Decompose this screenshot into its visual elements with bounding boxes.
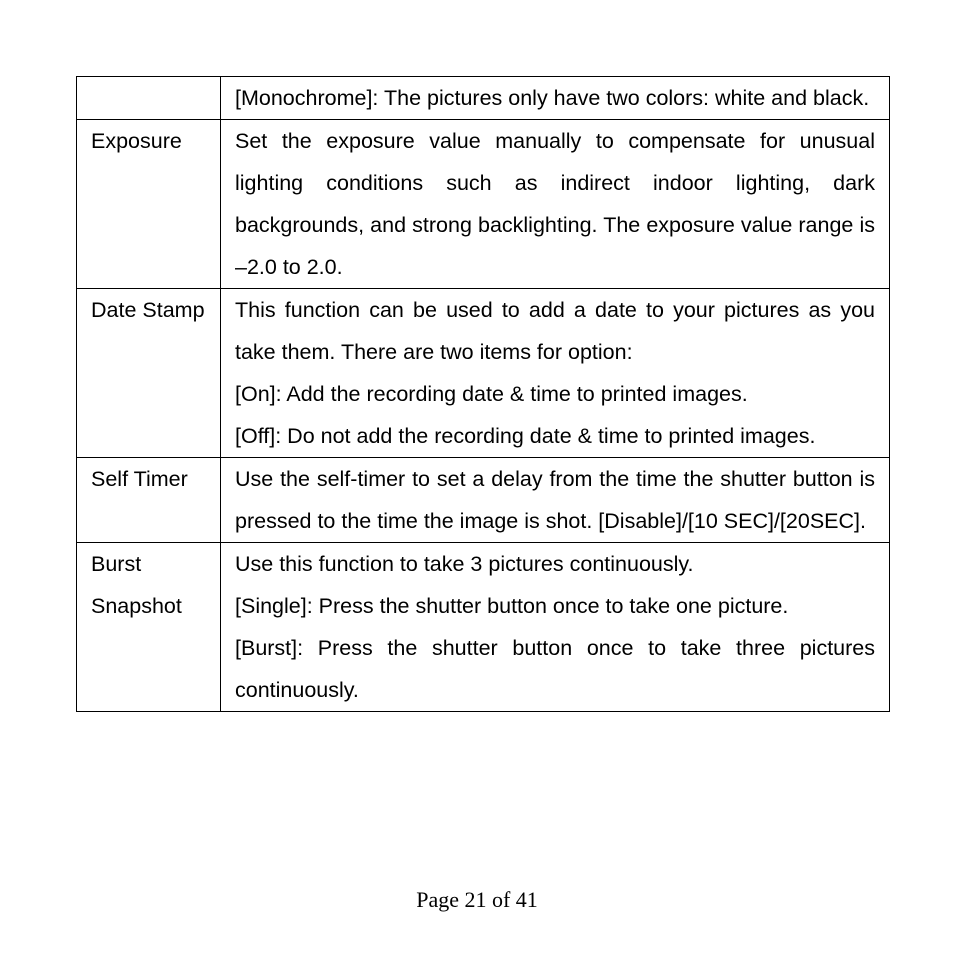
- description-paragraph: [Monochrome]: The pictures only have two colors: white and black.: [235, 86, 870, 110]
- setting-description-cell: [221, 77, 890, 120]
- description-paragraph: Use the self-timer to set a delay from the time the shutter button is pressed to the time the image is shot. [Disable]/[10 SEC]/[20SEC].: [235, 467, 875, 533]
- setting-name-cell: Exposure: [77, 120, 221, 289]
- description-paragraph: Use this function to take 3 pictures continuously.: [235, 552, 694, 576]
- table-row: [77, 458, 890, 543]
- table-row: [77, 543, 890, 712]
- setting-name-cell: [77, 77, 221, 120]
- description-paragraph: [Burst]: Press the shutter button once to take three pictures continuously.: [235, 636, 875, 702]
- description-paragraph: Set the exposure value manually to compensate for unusual lighting conditions such as indirect indoor lighting, dark backgrounds, and strong backlighting. The exposure value range is –2.0 to 2.0.: [235, 129, 875, 279]
- table-row: [77, 77, 890, 120]
- setting-name-cell: Burst Snapshot: [77, 543, 221, 712]
- setting-name-cell: Self Timer: [77, 458, 221, 543]
- setting-description-cell: [221, 543, 890, 712]
- table-row: [77, 120, 890, 289]
- page-number: Page 21 of 41: [416, 887, 538, 912]
- setting-name-cell: Date Stamp: [77, 289, 221, 458]
- table-row: [77, 289, 890, 458]
- setting-description-cell: [221, 458, 890, 543]
- setting-description-cell: [221, 289, 890, 458]
- description-paragraph: [On]: Add the recording date & time to printed images.: [235, 382, 748, 406]
- description-paragraph: [Off]: Do not add the recording date & time to printed images.: [235, 424, 816, 448]
- setting-description-cell: [221, 120, 890, 289]
- description-paragraph: This function can be used to add a date to your pictures as you take them. There are two items for option:: [235, 298, 875, 364]
- settings-table: [76, 76, 890, 712]
- description-paragraph: [Single]: Press the shutter button once to take one picture.: [235, 594, 789, 618]
